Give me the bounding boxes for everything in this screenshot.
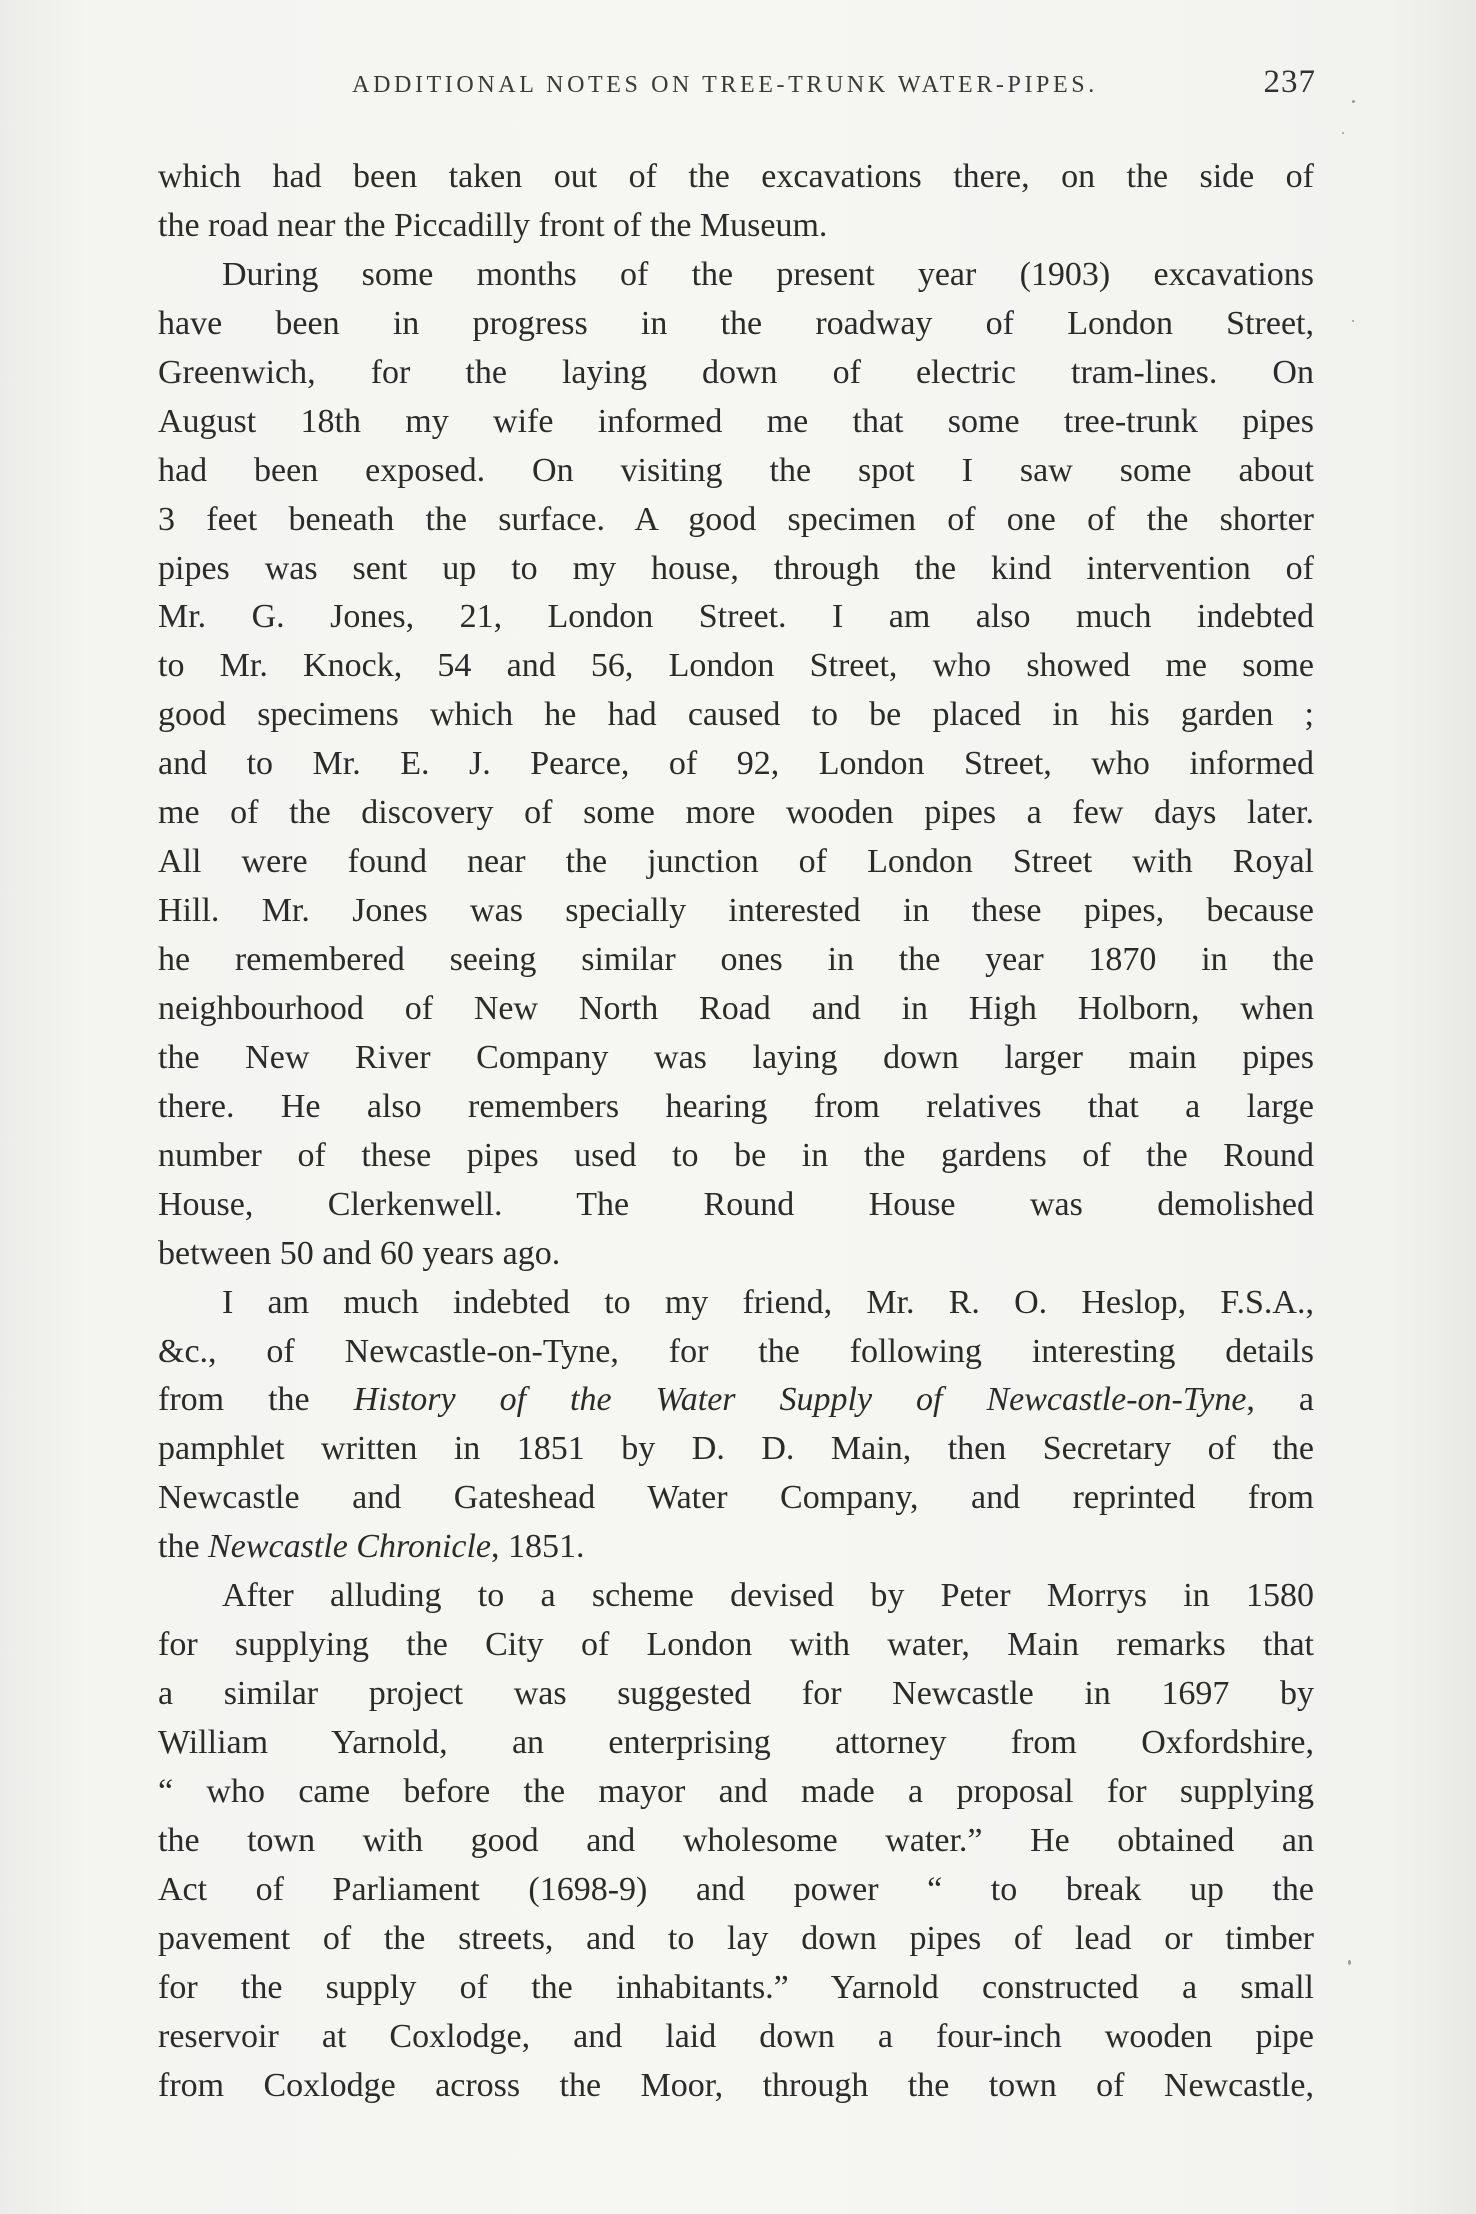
text-line: the town with good and wholesome water.” He obtained an xyxy=(158,1821,1314,1859)
page-header xyxy=(154,64,1316,114)
scan-speck xyxy=(1342,132,1344,134)
text-line: from Coxlodge across the Moor, through the town of Newcastle, xyxy=(158,2066,1314,2104)
text-line: Hill. Mr. Jones was specially interested in these pipes, because xyxy=(158,892,1314,930)
text-line: Greenwich, for the laying down of electric tram-lines. On xyxy=(158,353,1314,391)
text-line: number of these pipes used to be in the gardens of the Round xyxy=(158,1136,1314,1174)
body-text xyxy=(158,153,1314,2111)
text-line: the road near the Piccadilly front of the Museum. xyxy=(158,206,828,244)
italic-title: History of the Water Supply of Newcastle-on-Tyne xyxy=(353,1381,1247,1419)
page-number: 237 xyxy=(1263,64,1316,100)
text-run: from the xyxy=(158,1381,354,1419)
scan-speck xyxy=(1348,1960,1351,1965)
text-line xyxy=(158,1523,1314,1572)
text-line: for supplying the City of London with water, Main remarks that xyxy=(158,1626,1314,1664)
text-line: All were found near the junction of London Street with Royal xyxy=(158,843,1314,881)
text-line: August 18th my wife informed me that some tree-trunk pipes xyxy=(158,402,1314,440)
text-line: for the supply of the inhabitants.” Yarnold constructed a small xyxy=(158,1968,1314,2006)
text-line: House, Clerkenwell. The Round House was demolished xyxy=(158,1185,1314,1223)
text-line: a similar project was suggested for Newcastle in 1697 by xyxy=(158,1675,1314,1713)
text-line: After alluding to a scheme devised by Peter Morrys in 1580 xyxy=(222,1577,1314,1615)
scan-speck xyxy=(1352,100,1355,103)
text-line: to Mr. Knock, 54 and 56, London Street, who showed me some xyxy=(158,647,1314,685)
text-line: and to Mr. E. J. Pearce, of 92, London Street, who informed xyxy=(158,745,1314,783)
running-head: ADDITIONAL NOTES ON TREE-TRUNK WATER-PIPES. xyxy=(352,72,1098,98)
text-line: &c., of Newcastle-on-Tyne, for the following interesting details xyxy=(158,1332,1314,1370)
text-line: “ who came before the mayor and made a proposal for supplying xyxy=(158,1772,1314,1810)
text-run: , 1851. xyxy=(491,1528,585,1566)
text-line: which had been taken out of the excavations there, on the side of xyxy=(158,158,1314,195)
text-line: reservoir at Coxlodge, and laid down a four-inch wooden pipe xyxy=(158,2017,1314,2055)
text-line: between 50 and 60 years ago. xyxy=(158,1234,561,1272)
text-line: me of the discovery of some more wooden pipes a few days later. xyxy=(158,794,1314,832)
text-line: Newcastle and Gateshead Water Company, and reprinted from xyxy=(158,1479,1314,1517)
text-line: good specimens which he had caused to be placed in his garden ; xyxy=(158,696,1314,734)
text-run: the xyxy=(158,1528,209,1566)
text-line: Act of Parliament (1698-9) and power “ to break up the xyxy=(158,1870,1314,1908)
text-line: have been in progress in the roadway of London Street, xyxy=(158,304,1314,342)
text-line: the New River Company was laying down larger main pipes xyxy=(158,1038,1314,1076)
text-line: neighbourhood of New North Road and in High Holborn, when xyxy=(158,989,1314,1027)
text-line: I am much indebted to my friend, Mr. R. O. Heslop, F.S.A., xyxy=(222,1283,1314,1321)
text-line: pavement of the streets, and to lay down pipes of lead or timber xyxy=(158,1919,1314,1957)
text-line: there. He also remembers hearing from relatives that a large xyxy=(158,1087,1314,1125)
text-line: had been exposed. On visiting the spot I saw some about xyxy=(158,451,1314,489)
text-line: During some months of the present year (1903) excavations xyxy=(222,255,1314,293)
text-line: pipes was sent up to my house, through the kind intervention of xyxy=(158,549,1314,587)
text-line: Mr. G. Jones, 21, London Street. I am also much indebted xyxy=(158,598,1314,636)
text-line: William Yarnold, an enterprising attorney from Oxfordshire, xyxy=(158,1724,1314,1761)
text-line: 3 feet beneath the surface. A good specimen of one of the shorter xyxy=(158,500,1314,538)
scan-speck xyxy=(1352,320,1354,322)
text-run: , a xyxy=(1246,1381,1314,1419)
text-line: pamphlet written in 1851 by D. D. Main, then Secretary of the xyxy=(158,1430,1314,1468)
text-line: he remembered seeing similar ones in the year 1870 in the xyxy=(158,941,1314,978)
italic-title: Newcastle Chronicle xyxy=(208,1528,492,1566)
text-line xyxy=(158,1376,1314,1425)
